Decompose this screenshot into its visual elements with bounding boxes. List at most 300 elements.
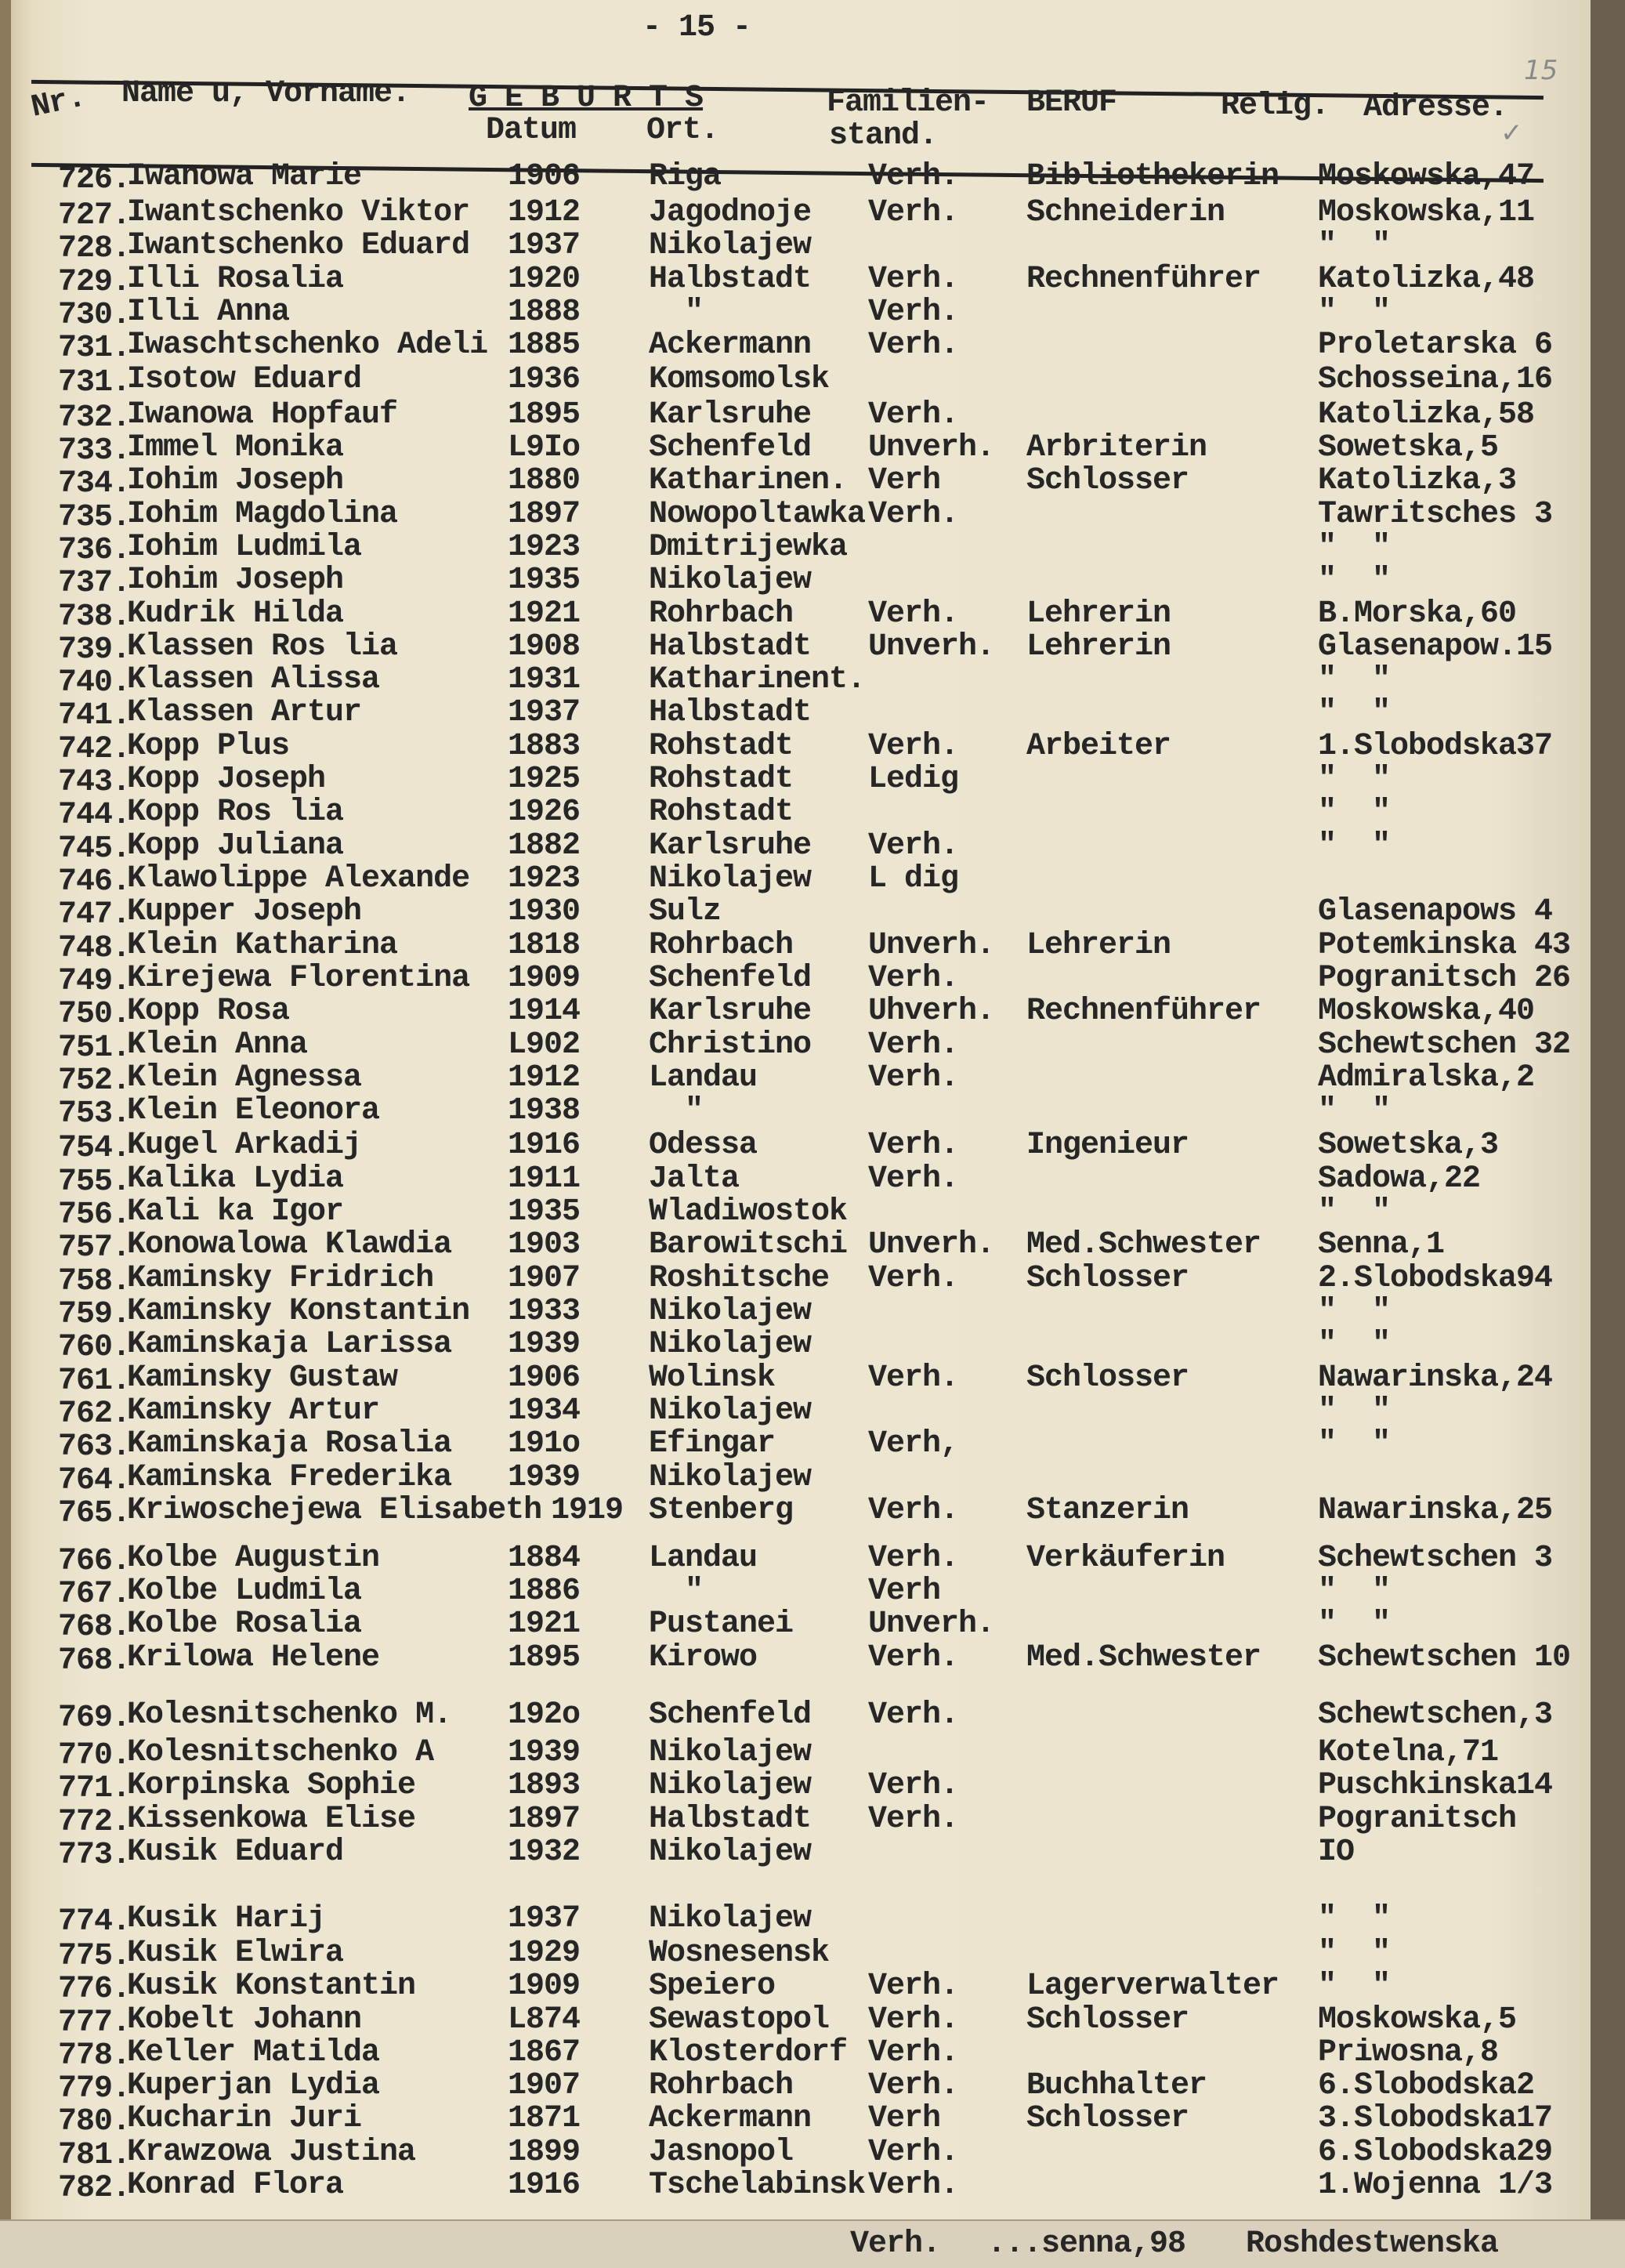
cell-profession: Rechnenführer [1026,994,1261,1030]
cell-birth-place: Landau [649,1060,758,1096]
header-nr: Nr. [27,80,89,126]
cell-family-status: Verh. [868,195,959,230]
cell-name: Kaminskaja Rosalia [127,1426,452,1462]
cell-name: Kusik Konstantin [127,1969,416,2005]
cell-address: " " [1318,1969,1391,2005]
cell-birth-place: Nikolajew [649,563,812,599]
cell-family-status: Verh. [868,397,959,433]
cell-birth-place: " [649,294,704,330]
cell-birth-date: 1911 [508,1161,581,1197]
cell-birth-date: 1912 [508,1060,581,1096]
cell-profession: Rechnenführer [1026,261,1261,297]
cell-address: " " [1318,1900,1391,1936]
cell-name: Iwanowa Hopfauf [127,397,398,433]
header-name: Name u, Vorname. [121,76,411,111]
cell-profession: Lehrerin [1026,596,1171,632]
cell-birth-place: Klosterdorf [649,2034,848,2071]
cell-birth-date: 1937 [508,228,581,264]
cell-birth-date: L874 [508,2002,581,2038]
cell-family-status: Verh. [868,2168,959,2204]
cell-family-status: Verh. [868,2002,959,2038]
cell-row-number: 762. [58,1397,131,1433]
cell-birth-date: 1907 [508,2068,581,2104]
cell-birth-date: 1903 [508,1227,581,1263]
cell-name: Kolbe Augustin [127,1540,380,1576]
cell-row-number: 764. [58,1462,131,1498]
cell-family-status: Verh. [868,828,959,864]
cell-name: Kudrik Hilda [127,596,344,632]
cell-profession: Schlosser [1026,1260,1189,1296]
cell-birth-date: 1937 [508,695,581,731]
cell-name: Illi Anna [127,294,290,330]
header-familien: Familien- [827,85,990,121]
cell-row-number: 754. [58,1131,131,1167]
cell-address: Katolizka,48 [1318,261,1535,297]
cell-birth-date: 192o [508,1697,581,1734]
cell-address: Admiralska,2 [1318,1060,1535,1096]
cell-row-number: 733. [58,433,131,469]
cell-birth-date: 1923 [508,861,581,897]
cell-family-status: Verh. [868,1027,959,1063]
cell-row-number: 774. [58,1904,131,1940]
cell-row-number: 775. [58,1938,131,1974]
cell-name: Kolesnitschenko M. [127,1697,452,1734]
cell-birth-date: 1933 [508,1294,581,1330]
cell-address: Pogranitsch [1318,1801,1517,1837]
cell-family-status: Verh. [868,328,959,364]
cell-family-status: Verh. [868,261,959,297]
cell-name: Klein Agnessa [127,1060,362,1096]
cell-row-number: 736. [58,532,131,568]
cell-birth-place: Halbstadt [649,695,812,731]
cell-family-status: Verh. [868,2068,959,2104]
cell-family-status: Verh. [868,596,959,632]
cell-address: " " [1318,228,1391,264]
cell-birth-date: 1920 [508,261,581,297]
cell-birth-place: Nikolajew [649,1459,812,1495]
cell-profession: Stanzerin [1026,1493,1189,1528]
cell-name: Kaminsky Konstantin [127,1294,470,1330]
cell-row-number: 757. [58,1230,131,1266]
cell-birth-date: 1907 [508,1260,581,1296]
cell-row-number: 761. [58,1363,131,1399]
cell-birth-place: Nikolajew [649,1735,812,1771]
cell-row-number: 769. [58,1701,131,1737]
cell-family-status: Verh. [868,1969,959,2005]
cell-birth-place: Stenberg [649,1493,794,1528]
cell-name: Kaminskaja Larissa [127,1327,452,1363]
cell-address: " " [1318,294,1391,330]
cell-birth-date: 1888 [508,294,581,330]
cell-birth-place: Halbstadt [649,261,812,297]
cell-birth-place: Jalta [649,1161,740,1197]
cell-birth-date: 191o [508,1426,581,1462]
cell-birth-date: L902 [508,1027,581,1063]
cell-row-number: 760. [58,1330,131,1366]
cell-row-number: 771. [58,1771,131,1807]
cell-row-number: 731. [58,331,131,367]
cell-birth-place: Landau [649,1540,758,1576]
cell-family-status: Verh [868,1574,941,1610]
header-beruf: BERUF [1026,85,1117,121]
cell-name: Immel Monika [127,429,344,466]
cell-row-number: 747. [58,897,131,933]
cell-birth-date: 1925 [508,762,581,798]
cell-address: " " [1318,662,1391,698]
cell-name: Kolbe Rosalia [127,1607,362,1643]
cell-row-number: 746. [58,864,131,900]
cell-row-number: 781. [58,2137,131,2173]
cell-family-status: Verh. [868,1697,959,1734]
cell-row-number: 758. [58,1263,131,1299]
cell-row-number: 777. [58,2005,131,2041]
cell-name: Kissenkowa Elise [127,1801,416,1837]
cell-row-number: 727. [58,198,131,234]
cell-row-number: 768. [58,1643,131,1679]
cell-family-status: Verh. [868,1360,959,1396]
cell-family-status: Unverh. [868,629,995,665]
cell-name: Klein Anna [127,1027,308,1063]
cell-birth-date: 1895 [508,397,581,433]
cell-name: Kupper Joseph [127,894,362,930]
cell-name: Kucharin Juri [127,2101,362,2137]
cell-birth-date: 1867 [508,2034,581,2071]
cell-address: Schewtschen 3 [1318,1540,1553,1576]
cell-address: Tawritsches 3 [1318,496,1553,532]
cell-name: Kobelt Johann [127,2002,362,2038]
cell-address: Schewtschen 10 [1318,1639,1571,1676]
cell-profession: Ingenieur [1026,1128,1189,1164]
cell-family-status: Verh. [868,1493,959,1528]
cell-address: 2.Slobodska94 [1318,1260,1553,1296]
cell-row-number: 749. [58,964,131,1000]
cell-row-number: 738. [58,599,131,635]
cell-birth-place: Christino [649,1027,812,1063]
cell-birth-place: Nikolajew [649,861,812,897]
cell-address: 1.Wojenna 1/3 [1318,2168,1553,2204]
cell-address: Nawarinska,24 [1318,1360,1553,1396]
cell-name: Kuperjan Lydia [127,2068,380,2104]
cell-profession: Lagerverwalter [1026,1969,1279,2005]
cell-birth-date: 1899 [508,2134,581,2170]
cell-family-status: Verh. [868,728,959,764]
cell-name: Iohim Magdolina [127,496,398,532]
header-adresse: Adresse. [1363,90,1508,125]
cell-family-status: Verh. [868,1161,959,1197]
cell-address: " " [1318,1574,1391,1610]
cell-row-number: 750. [58,997,131,1033]
cell-address: Glasenapows 4 [1318,894,1553,930]
cell-name: Klassen Alissa [127,662,380,698]
cell-birth-place: Nikolajew [649,1327,812,1363]
cell-address: Schosseina,16 [1318,362,1553,398]
cell-address: 1.Slobodska37 [1318,728,1553,764]
cell-birth-date: 1936 [508,362,581,398]
cell-row-number: 740. [58,665,131,701]
cell-family-status: Unverh. [868,1607,995,1643]
cell-birth-date: 1921 [508,1607,581,1643]
cell-birth-date: 1935 [508,563,581,599]
cell-name: Krilowa Helene [127,1639,380,1676]
cell-birth-date: 1906 [508,1360,581,1396]
cell-address: " " [1318,1426,1391,1462]
cell-address: Sowetska,3 [1318,1128,1499,1164]
cell-row-number: 743. [58,765,131,801]
cell-address: Kotelna,71 [1318,1735,1499,1771]
cell-name: Kaminsky Gustaw [127,1360,398,1396]
cell-birth-date: 1871 [508,2101,581,2137]
next-page-stand: Verh. [850,2226,941,2262]
cell-address: 6.Slobodska2 [1318,2068,1535,2104]
cell-name: Kali ka Igor [127,1194,344,1230]
cell-birth-place: Nikolajew [649,1835,812,1871]
cell-address: Pogranitsch 26 [1318,961,1571,997]
cell-name: Iohim Ludmila [127,529,362,565]
cell-birth-date: 1934 [508,1393,581,1429]
cell-birth-place: Jagodnoje [649,195,812,230]
cell-name: Klawolippe Alexande [127,861,470,897]
cell-address: " " [1318,1607,1391,1643]
cell-birth-date: 1895 [508,1639,581,1676]
cell-birth-place: Nowopoltawka [649,496,866,532]
cell-name: Kaminska Frederika [127,1459,452,1495]
cell-birth-place: " [649,1574,704,1610]
cell-address: Moskowska,47 [1318,159,1535,194]
cell-address: Moskowska,5 [1318,2002,1517,2038]
cell-name: Konrad Flora [127,2168,344,2204]
cell-birth-place: Roshitsche [649,1260,830,1296]
cell-family-status: Verh. [868,961,959,997]
cell-address: " " [1318,1935,1391,1971]
cell-row-number: 782. [58,2171,131,2207]
cell-birth-date: 1938 [508,1093,581,1129]
cell-birth-place: Rohrbach [649,927,794,963]
cell-birth-place: Jasnopol [649,2134,794,2170]
cell-address: " " [1318,1194,1391,1230]
cell-birth-date: 1885 [508,328,581,364]
cell-address: Proletarska 6 [1318,328,1553,364]
cell-family-status: Verh. [868,1801,959,1837]
cell-name: Iwantschenko Viktor [127,195,470,230]
cell-row-number: 739. [58,632,131,668]
cell-address: " " [1318,1294,1391,1330]
cell-birth-place: Schenfeld [649,961,812,997]
cell-row-number: 735. [58,499,131,535]
cell-row-number: 770. [58,1738,131,1774]
cell-name: Illi Rosalia [127,261,344,297]
cell-birth-place: Ackermann [649,2101,812,2137]
cell-row-number: 778. [58,2038,131,2074]
cell-address: Potemkinska 43 [1318,927,1571,963]
cell-family-status: Verh. [868,1260,959,1296]
cell-address: Sowetska,5 [1318,429,1499,466]
cell-birth-place: Rohstadt [649,795,794,831]
cell-birth-place: Nikolajew [649,228,812,264]
cell-name: Kirejewa Florentina [127,961,470,997]
cell-address: " " [1318,529,1391,565]
cell-birth-date: 1921 [508,596,581,632]
cell-address: " " [1318,563,1391,599]
next-page-address-above: ...senna,98 [987,2226,1186,2262]
cell-name: Kusik Eduard [127,1835,344,1871]
cell-address: " " [1318,695,1391,731]
cell-birth-date: 1939 [508,1327,581,1363]
cell-birth-date: 1912 [508,195,581,230]
header-stand: stand. [829,118,938,154]
cell-birth-place: Kirowo [649,1639,758,1676]
cell-birth-place: Ackermann [649,328,812,364]
cell-row-number: 765. [58,1496,131,1531]
cell-row-number: 728. [58,231,131,267]
cell-birth-place: Nikolajew [649,1294,812,1330]
cell-address: Moskowska,11 [1318,195,1535,230]
cell-address: Schewtschen 32 [1318,1027,1571,1063]
cell-name: Kopp Juliana [127,828,344,864]
cell-birth-place: Komsomolsk [649,362,830,398]
cell-row-number: 729. [58,264,131,300]
cell-name: Kugel Arkadij [127,1128,362,1164]
cell-birth-date: 1883 [508,728,581,764]
cell-profession: Schlosser [1026,1360,1189,1396]
cell-family-status: Verh. [868,1639,959,1676]
cell-birth-place: Rohstadt [649,762,794,798]
cell-address: Puschkinska14 [1318,1768,1553,1804]
cell-row-number: 766. [58,1543,131,1579]
cell-address: " " [1318,795,1391,831]
cell-family-status: Uhverh. [868,994,995,1030]
cell-name: Klein Katharina [127,927,398,963]
cell-name: Kriwoschejewa Elisabeth [127,1493,542,1528]
cell-birth-place: Wosnesensk [649,1935,830,1971]
cell-profession: Schlosser [1026,463,1189,499]
cell-row-number: 751. [58,1030,131,1066]
cell-birth-date: 1909 [508,1969,581,2005]
cell-family-status: Verh. [868,1128,959,1164]
cell-birth-place: " [649,1093,704,1129]
cell-birth-place: Schenfeld [649,429,812,466]
cell-profession: Verkäuferin [1026,1540,1225,1576]
cell-birth-place: Nikolajew [649,1900,812,1936]
cell-name: Keller Matilda [127,2034,380,2071]
cell-row-number: 731. [58,365,131,401]
cell-row-number: 737. [58,566,131,602]
cell-birth-place: Barowitschi [649,1227,848,1263]
cell-address: B.Morska,60 [1318,596,1517,632]
cell-address: " " [1318,1327,1391,1363]
cell-name: Iwantschenko Eduard [127,228,470,264]
cell-family-status: Verh. [868,496,959,532]
cell-row-number: 780. [58,2104,131,2140]
cell-name: Iohim Joseph [127,463,344,499]
cell-address: 3.Slobodska17 [1318,2101,1553,2137]
cell-row-number: 742. [58,731,131,767]
cell-name: Kusik Elwira [127,1935,344,1971]
cell-birth-place: Halbstadt [649,1801,812,1837]
cell-birth-date: 1880 [508,463,581,499]
cell-profession: Schlosser [1026,2101,1189,2137]
cell-family-status: Unverh. [868,429,995,466]
cell-name: Kalika Lydia [127,1161,344,1197]
cell-address: " " [1318,762,1391,798]
cell-row-number: 767. [58,1577,131,1613]
cell-birth-date: 1884 [508,1540,581,1576]
cell-row-number: 726. [58,162,131,197]
cell-birth-place: Wolinsk [649,1360,776,1396]
cell-birth-place: Dmitrijewka [649,529,848,565]
cell-row-number: 759. [58,1297,131,1333]
cell-birth-date: 1932 [508,1835,581,1871]
cell-name: Kolesnitschenko A [127,1735,434,1771]
cell-profession: Med.Schwester [1026,1227,1261,1263]
cell-birth-date: 1906 [508,159,581,194]
cell-family-status: Verh. [868,1060,959,1096]
cell-row-number: 745. [58,831,131,867]
cell-address: Schewtschen,3 [1318,1697,1553,1734]
cell-name: Iohim Joseph [127,563,344,599]
cell-family-status: Verh, [868,1426,959,1462]
cell-birth-place: Sewastopol [649,2002,830,2038]
cell-birth-date: 1908 [508,629,581,665]
cell-birth-date: 1914 [508,994,581,1030]
check-mark: ✓ [1500,118,1523,149]
cell-address: 6.Slobodska29 [1318,2134,1553,2170]
cell-address: " " [1318,1393,1391,1429]
cell-profession: Lehrerin [1026,629,1171,665]
cell-row-number: 744. [58,798,131,834]
cell-address: Glasenapow.15 [1318,629,1553,665]
cell-birth-place: Schenfeld [649,1697,812,1734]
cell-birth-date: 1909 [508,961,581,997]
cell-name: Kopp Joseph [127,762,326,798]
cell-name: Kopp Rosa [127,994,290,1030]
cell-birth-place: Rohstadt [649,728,794,764]
cell-birth-date: 1935 [508,1194,581,1230]
cell-birth-date: 1897 [508,1801,581,1837]
cell-birth-date: 1897 [508,496,581,532]
cell-profession: Buchhalter [1026,2068,1207,2104]
cell-birth-place: Katharinent. [649,662,866,698]
cell-birth-date: 1931 [508,662,581,698]
cell-name: Kopp Ros lia [127,795,344,831]
cell-birth-place: Pustanei [649,1607,794,1643]
cell-profession: Arbeiter [1026,728,1171,764]
handwritten-page-note: 15 [1524,55,1558,86]
cell-family-status: Verh. [868,2134,959,2170]
cell-row-number: 734. [58,466,131,502]
cell-birth-date: 1926 [508,795,581,831]
cell-name: Klassen Artur [127,695,362,731]
cell-name: Kaminsky Fridrich [127,1260,434,1296]
cell-birth-date: 1882 [508,828,581,864]
cell-birth-date: 1916 [508,2168,581,2204]
cell-family-status: Verh [868,2101,941,2137]
cell-birth-place: Halbstadt [649,629,812,665]
cell-birth-place: Rohrbach [649,596,794,632]
cell-birth-place: Riga [649,159,722,194]
cell-address: Katolizka,58 [1318,397,1535,433]
cell-name: Konowalowa Klawdia [127,1227,452,1263]
cell-name: Kaminsky Artur [127,1393,380,1429]
cell-name: Iwaschtschenko Adeli [127,328,488,364]
cell-birth-place: Karlsruhe [649,994,812,1030]
cell-name: Kopp Plus [127,728,290,764]
cell-row-number: 748. [58,930,131,966]
cell-birth-date: 1937 [508,1900,581,1936]
cell-address: " " [1318,828,1391,864]
page-number: - 15 - [642,10,751,45]
cell-address: Nawarinska,25 [1318,1493,1553,1528]
cell-birth-date: L9Io [508,429,581,466]
